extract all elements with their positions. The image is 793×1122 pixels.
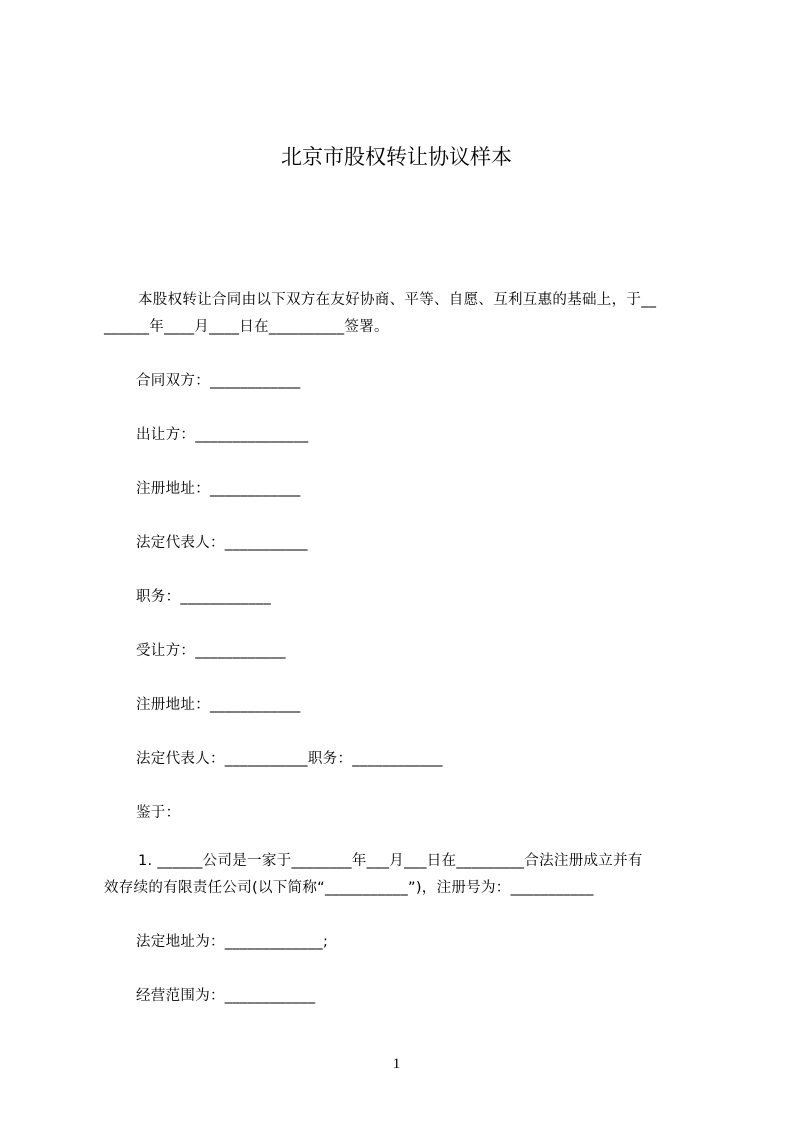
transferor-address-line: 注册地址：____________ [136, 481, 301, 497]
transferor-line: 出让方：_______________ [136, 427, 309, 443]
clause-1-line-2: 效存续的有限责任公司(以下简称“___________”)，注册号为：___________ [104, 880, 594, 896]
transferor-position-line: 职务：____________ [136, 589, 271, 605]
transferee-representative-line: 法定代表人：___________职务：____________ [136, 751, 443, 767]
parties-line: 合同双方：____________ [136, 373, 301, 389]
business-scope-line: 经营范围为：____________ [136, 988, 316, 1004]
clause-1-line-1: 1. ______公司是一家于________年___月___日在_________合法注册成立并有 [138, 853, 643, 869]
document-title: 北京市股权转让协议样本 [281, 145, 512, 169]
transferee-line: 受让方：____________ [136, 643, 286, 659]
page-number: 1 [392, 1056, 401, 1072]
transferee-address-line: 注册地址：____________ [136, 697, 301, 713]
transferor-representative-line: 法定代表人：___________ [136, 535, 308, 551]
intro-paragraph-line-1: 本股权转让合同由以下双方在友好协商、平等、自愿、互利互惠的基础上，于__ [138, 292, 657, 308]
whereas-heading: 鉴于： [136, 805, 181, 821]
legal-address-line: 法定地址为：_____________; [136, 934, 329, 950]
intro-paragraph-line-2: ______年____月____日在__________签署。 [104, 319, 389, 335]
